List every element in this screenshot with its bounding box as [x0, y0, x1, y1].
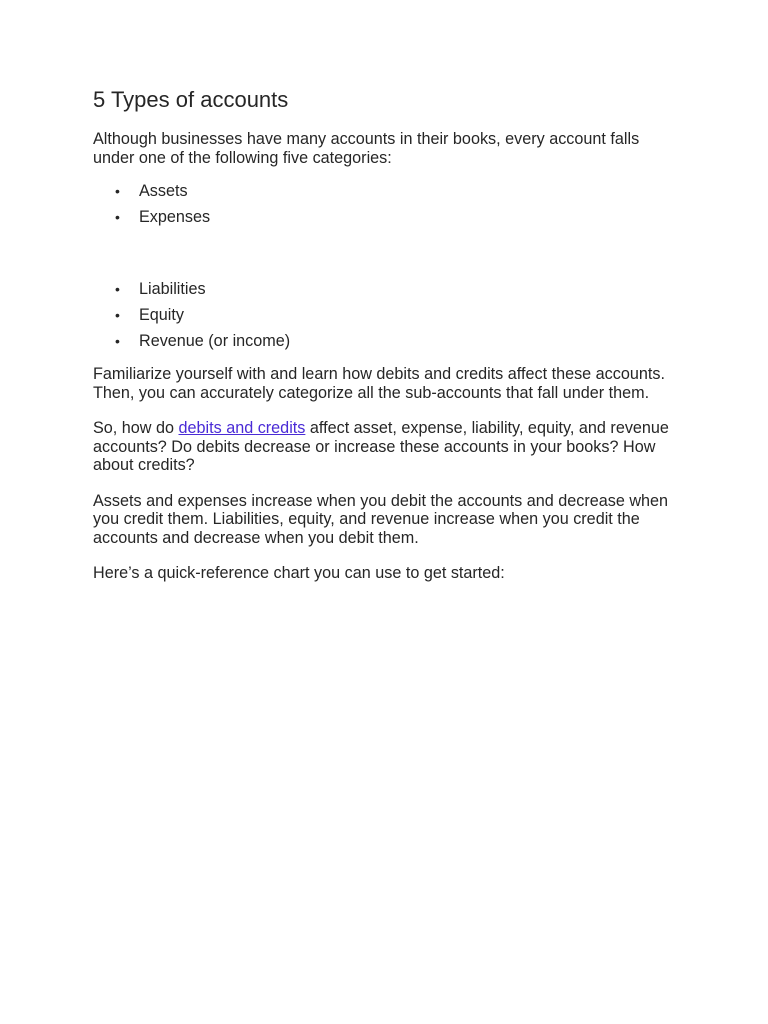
chart-intro-paragraph: Here’s a quick-reference chart you can use to get started:: [93, 564, 505, 582]
increase-decrease-paragraph: Assets and expenses increase when you debit the accounts and decrease when you credit them. Liabilities, equity, and revenue increase when you credit the accounts and decrease when you debit them.: [93, 491, 669, 547]
list-item: [93, 302, 683, 328]
bullet-icon: •: [115, 333, 120, 349]
account-list-second: [93, 276, 683, 354]
list-item: [93, 328, 683, 354]
debits-and-credits-link[interactable]: debits and credits: [178, 419, 306, 437]
document-body: [93, 86, 683, 583]
page-title: 5 Types of accounts: [93, 87, 289, 112]
debits-credits-paragraph: [93, 419, 683, 475]
list-item-label: Expenses: [139, 208, 211, 226]
familiarize-paragraph: Familiarize yourself with and learn how debits and credits affect these accounts. Then, you can accurately categorize all the sub-accounts that fall under them.: [93, 365, 665, 402]
bullet-icon: •: [115, 281, 120, 297]
list-item: [93, 204, 683, 230]
paragraph-text-before: So, how do: [93, 419, 179, 437]
intro-paragraph: Although businesses have many accounts in their books, every account falls under one of the following five categories:: [93, 130, 640, 167]
list-item: [93, 178, 683, 204]
bullet-icon: •: [115, 183, 120, 199]
list-item: [93, 276, 683, 302]
list-item-label: Equity: [139, 306, 184, 324]
bullet-icon: •: [115, 307, 120, 323]
paragraph-text-after: affect asset, expense, liability, equity, and revenue accounts? Do debits decrease or increase these accounts in your books? How about credits?: [93, 419, 669, 474]
account-list-first: [93, 178, 683, 230]
list-item-label: Liabilities: [139, 280, 206, 298]
bullet-icon: •: [115, 209, 120, 225]
list-item-label: Assets: [139, 182, 188, 200]
list-item-label: Revenue (or income): [139, 332, 291, 350]
